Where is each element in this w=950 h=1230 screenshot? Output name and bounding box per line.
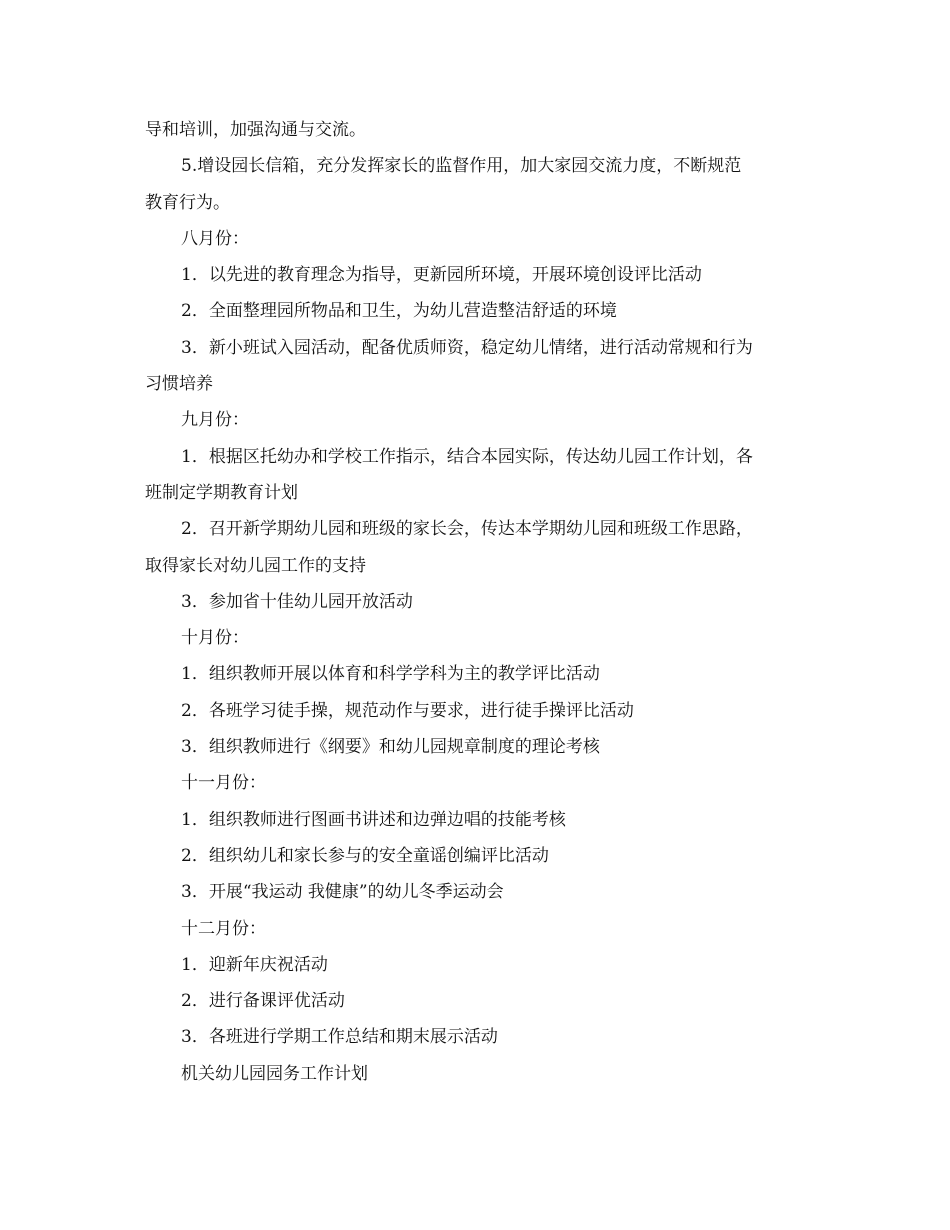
list-item: 2．组织幼儿和家长参与的安全童谣创编评比活动 xyxy=(181,845,549,866)
text-line: 取得家长对幼儿园工作的支持 xyxy=(145,555,366,576)
list-item: 1．组织教师开展以体育和科学学科为主的教学评比活动 xyxy=(181,664,600,685)
text-line: 5.增设园长信箱，充分发挥家长的监督作用，加大家园交流力度，不断规范 xyxy=(181,156,742,177)
list-item: 2．各班学习徒手操，规范动作与要求，进行徒手操评比活动 xyxy=(181,700,634,721)
section-heading-september: 九月份： xyxy=(181,410,249,431)
list-item: 3．各班进行学期工作总结和期末展示活动 xyxy=(181,1027,498,1048)
list-item: 2．召开新学期幼儿园和班级的家长会，传达本学期幼儿园和班级工作思路， xyxy=(181,519,753,540)
list-item: 2．进行备课评优活动 xyxy=(181,991,345,1012)
list-item: 1．以先进的教育理念为指导，更新园所环境，开展环境创设评比活动 xyxy=(181,265,702,286)
text-line: 教育行为。 xyxy=(145,192,230,213)
document-body xyxy=(145,112,810,1092)
section-heading-december: 十二月份： xyxy=(181,918,266,939)
text-line: 习惯培养 xyxy=(145,374,213,395)
list-item: 3．参加省十佳幼儿园开放活动 xyxy=(181,591,413,612)
section-heading-august: 八月份： xyxy=(181,228,249,249)
list-item: 3．新小班试入园活动，配备优质师资，稳定幼儿情绪，进行活动常规和行为 xyxy=(181,337,753,358)
list-item: 3．开展“我运动 我健康”的幼儿冬季运动会 xyxy=(181,882,504,903)
document-title-line: 机关幼儿园园务工作计划 xyxy=(181,1063,368,1084)
list-item: 1．组织教师进行图画书讲述和边弹边唱的技能考核 xyxy=(181,809,566,830)
section-heading-october: 十月份： xyxy=(181,628,249,649)
section-heading-november: 十一月份： xyxy=(181,773,266,794)
list-item: 3．组织教师进行《纲要》和幼儿园规章制度的理论考核 xyxy=(181,737,600,758)
list-item: 1．根据区托幼办和学校工作指示，结合本园实际，传达幼儿园工作计划，各 xyxy=(181,446,753,467)
list-item: 1．迎新年庆祝活动 xyxy=(181,954,328,975)
text-line: 班制定学期教育计划 xyxy=(145,482,298,503)
list-item: 2．全面整理园所物品和卫生，为幼儿营造整洁舒适的环境 xyxy=(181,301,617,322)
text-line: 导和培训，加强沟通与交流。 xyxy=(145,120,366,140)
